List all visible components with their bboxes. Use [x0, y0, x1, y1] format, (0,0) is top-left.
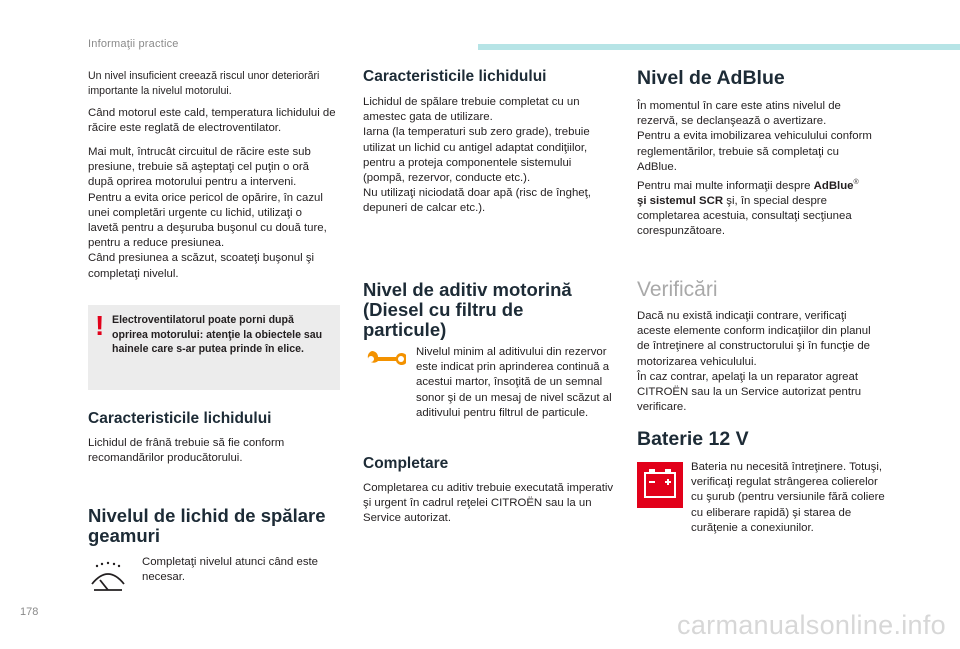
cooling-paragraph-2: Mai mult, întrucât circuitul de răcire este sub presiune, trebuie să aşteptaţi cel puţin o oră după oprirea motorului pentru a interveni. Pentru a evita orice pericol de opărire, în cazul unei completări urgente cu lichid, utilizaţi o lavetă pentru a deşuruba buşonul cu două ture, pentru a reduce presiunea. Când presiunea a scăzut, scoateţi buşonul şi completaţi nivelul. — [88, 146, 327, 280]
battery-icon — [637, 462, 683, 508]
topup-title: Completare — [363, 455, 449, 472]
wrench-warning-lamp-icon — [366, 347, 406, 371]
washer-level-title: Nivelul de lichid de spălare geamuri — [88, 505, 326, 546]
additive-level-text: Nivelul minim al aditivului din rezervor este indicat prin aprinderea continuă a acestui martor, însoţită de un semnal sonor şi de un mesaj de nivel scăzut al aditivului pentru filtrul de particule. — [416, 346, 612, 419]
brake-fluid-text: Lichidul de frână trebuie să fie conform recomandărilor producătorului. — [88, 437, 285, 465]
topup-text: Completarea cu aditiv trebuie executată imperativ şi urgent în cadrul reţelei CITROËN sau la un Service autorizat. — [363, 482, 614, 525]
cooling-paragraph-1: Când motorul este cald, temperatura lichidului de răcire este reglată de electroventilator. — [88, 107, 336, 135]
section-title: Informaţii practice — [88, 38, 179, 50]
washer-level-text: Completaţi nivelul atunci când este necesar. — [142, 556, 319, 584]
intro-text: Un nivel insuficient creează riscul unor deteriorări importante la nivelul motorului. — [88, 70, 320, 97]
adblue-text: În momentul în care este atins nivelul de rezervă, se declanşează o avertizare. Pentru a evita imobilizarea vehiculului conform reglementărilor, trebuie să completaţi cu AdBlue. Pentru mai multe informaţii despre AdBlue® şi sistemul SCR şi, în special despre completarea acestuia, consultaţi secţiunea corespunzătoare. — [637, 100, 872, 238]
warning-text: Electroventilatorul poate porni după oprirea motorului: atenţie la obiectele sau hainele care s-ar putea prinde în elice. — [112, 314, 323, 356]
checks-title: Verificări — [637, 278, 718, 301]
battery-text: Bateria nu necesită întreţinere. Totuşi, verificaţi regulat strângerea colierelor cu şurub (pentru versiunile fără coliere cu eliberare rapidă) şi starea de curăţenie a conexiunilor. — [691, 461, 885, 534]
washer-fluid-text: Lichidul de spălare trebuie completat cu un amestec gata de utilizare. Iarna (la temperaturi sub zero grade), trebuie utilizat un lichid cu antigel adaptat condiţiilor, pentru a proteja componentele sistemului (pompă, rezervor, conducte etc.). Nu utilizaţi niciodată doar apă (risc de îngheţ, depuneri de calcar etc.). — [363, 96, 591, 215]
checks-text: Dacă nu există indicaţii contrare, verificaţi aceste elemente conform indicaţiilor din planul de întreţinere al constructorului şi în funcţie de motorizarea vehiculului. În caz contrar, apelaţi la un reparator agreat CITROËN sau la un Service autorizat pentru verificare. — [637, 310, 871, 414]
page-number: 178 — [20, 606, 39, 618]
battery-title: Baterie 12 V — [637, 428, 749, 450]
washer-fluid-title: Caracteristicile lichidului — [363, 68, 547, 85]
windscreen-washer-icon — [88, 560, 128, 596]
additive-level-title: Nivel de aditiv motorină (Diesel cu filtru de particule) — [363, 279, 572, 340]
adblue-title: Nivel de AdBlue — [637, 67, 785, 89]
brake-fluid-title: Caracteristicile lichidului — [88, 410, 272, 427]
warning-box — [88, 305, 340, 390]
section-color-bar — [478, 44, 960, 50]
warning-exclamation-icon: ! — [95, 310, 105, 341]
watermark: carmanualsonline.info — [677, 610, 946, 640]
